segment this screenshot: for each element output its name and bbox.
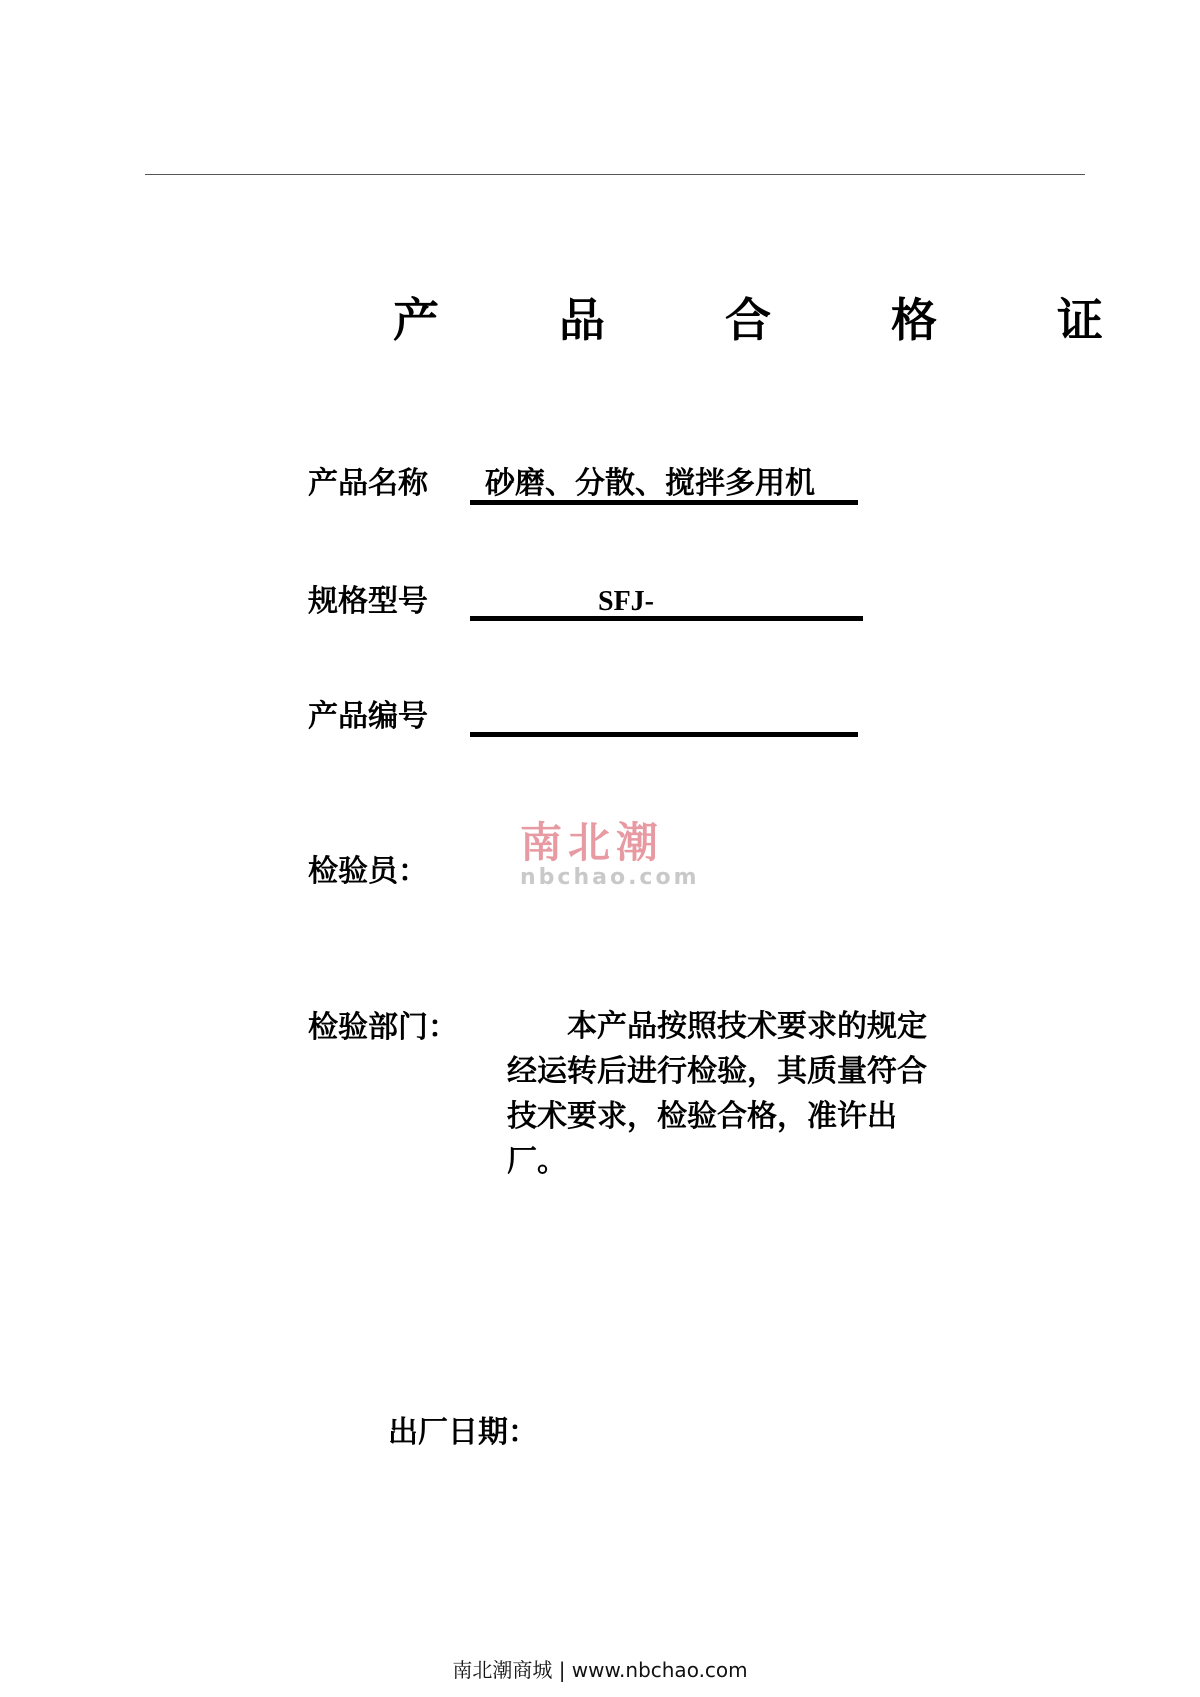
- footer-text: 南北潮商城 | www.nbchao.com: [452, 1658, 748, 1682]
- product-name-value: 砂磨、分散、搅拌多用机: [485, 466, 815, 501]
- serial-underline: [470, 732, 858, 737]
- nbchao-watermark: [520, 818, 700, 890]
- department-label: 检验部门：: [308, 1010, 458, 1045]
- inspector-label: 检验员：: [308, 854, 428, 889]
- date-label: 出厂日期：: [388, 1415, 538, 1450]
- product-name-label: 产品名称: [308, 466, 428, 501]
- inspection-statement: 本产品按照技术要求的规定经运转后进行检验，其质量符合技术要求，检验合格，准许出厂。: [507, 1009, 927, 1179]
- watermark-cn-text: 南北潮: [520, 818, 665, 867]
- document-title: 产 品 合 格 证: [393, 293, 1156, 347]
- model-underline: [470, 616, 863, 621]
- serial-label: 产品编号: [308, 699, 428, 734]
- product-name-underline: [470, 500, 858, 505]
- header-rule: [145, 174, 1085, 175]
- model-value: SFJ-: [598, 586, 654, 617]
- watermark-en-text: nbchao.com: [520, 865, 700, 890]
- model-label: 规格型号: [308, 584, 428, 619]
